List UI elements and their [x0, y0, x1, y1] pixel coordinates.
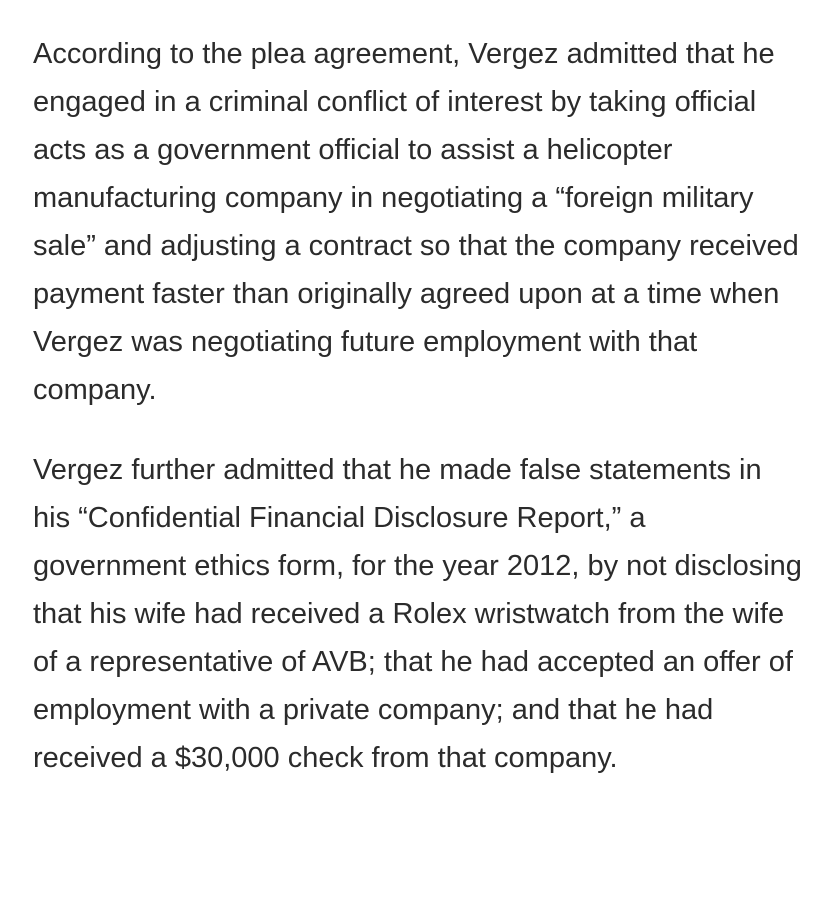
article-paragraph-plea-agreement: According to the plea agreement, Vergez admitted that he engaged in a criminal conflict of interest by taking official acts as a government official to assist a helicopter manufacturing company in negotiating a “foreign military sale” and adjusting a contract so that the company received payment faster than originally agreed upon at a time when Vergez was negotiating future employment with that company. — [33, 38, 799, 406]
article-paragraph-false-statements: Vergez further admitted that he made false statements in his “Confidential Financial Disclosure Report,” a government ethics form, for the year 2012, by not disclosing that his wife had received a Rolex wristwatch from the wife of a representative of AVB; that he had accepted an offer of employment with a private company; and that he had received a $30,000 check from that company. — [33, 454, 802, 774]
